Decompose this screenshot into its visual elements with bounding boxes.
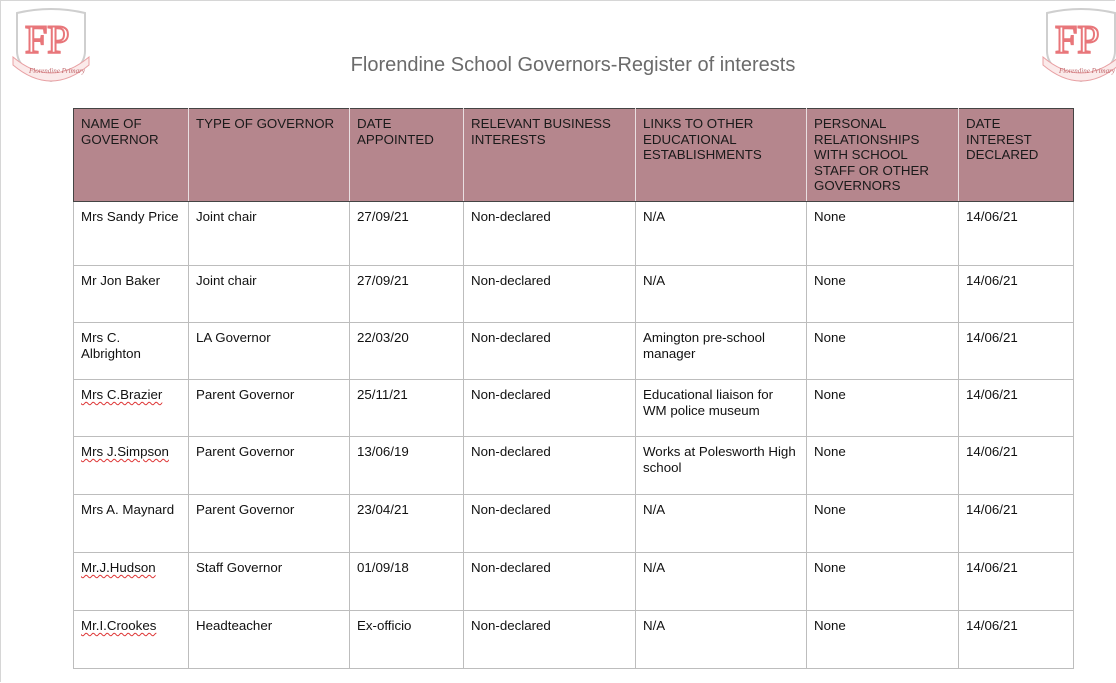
cell-date-appointed: 01/09/18 [350,553,464,611]
header-links: LINKS TO OTHER EDUCATIONAL ESTABLISHMENTS [636,109,807,202]
cell-date-declared: 14/06/21 [959,202,1074,266]
cell-type: Staff Governor [189,553,350,611]
cell-type: Parent Governor [189,437,350,495]
cell-date-appointed: 27/09/21 [350,266,464,323]
cell-business-interests: Non-declared [464,380,636,437]
svg-text:Florendine Primary: Florendine Primary [1059,67,1115,75]
cell-name-text: Mr.I.Crookes [81,618,157,633]
cell-relationships: None [807,380,959,437]
cell-links: Works at Polesworth High school [636,437,807,495]
cell-type: Headteacher [189,611,350,669]
table-row [74,266,1074,323]
register-table [73,108,1074,669]
cell-name [74,437,189,495]
cell-date-appointed: Ex-officio [350,611,464,669]
document-title: Florendine School Governors-Register of interests [350,54,796,76]
cell-name [74,553,189,611]
header-type: TYPE OF GOVERNOR [189,109,350,202]
table-row [74,495,1074,553]
cell-name-text: Mr.J.Hudson [81,560,156,575]
cell-date-declared: 14/06/21 [959,266,1074,323]
cell-date-declared: 14/06/21 [959,380,1074,437]
cell-date-appointed: 13/06/19 [350,437,464,495]
cell-links: N/A [636,611,807,669]
cell-business-interests: Non-declared [464,495,636,553]
cell-links: N/A [636,495,807,553]
cell-relationships: None [807,553,959,611]
cell-date-declared: 14/06/21 [959,611,1074,669]
cell-name: Mrs C. Albrighton [74,323,189,380]
cell-name: Mrs Sandy Price [74,202,189,266]
cell-links: N/A [636,202,807,266]
header-date-appointed: DATE APPOINTED [350,109,464,202]
cell-date-appointed: 23/04/21 [350,495,464,553]
header-business-interests: RELEVANT BUSINESS INTERESTS [464,109,636,202]
cell-business-interests: Non-declared [464,611,636,669]
cell-name [74,611,189,669]
table-row [74,380,1074,437]
svg-text:Florendine Primary: Florendine Primary [29,67,85,75]
cell-type: Parent Governor [189,380,350,437]
svg-text:FP: FP [25,17,70,62]
table-header-row [74,109,1074,202]
cell-relationships: None [807,323,959,380]
header-relationships: PERSONAL RELATIONSHIPS WITH SCHOOL STAFF OR OTHER GOVERNORS [807,109,959,202]
cell-links: N/A [636,553,807,611]
cell-relationships: None [807,437,959,495]
cell-relationships: None [807,202,959,266]
table-row [74,553,1074,611]
cell-date-appointed: 22/03/20 [350,323,464,380]
cell-date-declared: 14/06/21 [959,495,1074,553]
header-name: NAME OF GOVERNOR [74,109,189,202]
cell-name-text: Mrs J.Simpson [81,444,169,459]
cell-date-declared: 14/06/21 [959,323,1074,380]
cell-type: Joint chair [189,202,350,266]
cell-business-interests: Non-declared [464,553,636,611]
cell-date-appointed: 25/11/21 [350,380,464,437]
cell-name: Mr Jon Baker [74,266,189,323]
table-row [74,437,1074,495]
cell-date-declared: 14/06/21 [959,553,1074,611]
cell-business-interests: Non-declared [464,202,636,266]
header-date-declared: DATE INTEREST DECLARED [959,109,1074,202]
cell-links: Educational liaison for WM police museum [636,380,807,437]
cell-business-interests: Non-declared [464,266,636,323]
cell-name-text: Mrs C.Brazier [81,387,163,402]
cell-date-declared: 14/06/21 [959,437,1074,495]
cell-type: Parent Governor [189,495,350,553]
cell-relationships: None [807,495,959,553]
svg-text:FP: FP [1055,17,1100,62]
cell-relationships: None [807,611,959,669]
table-row [74,202,1074,266]
cell-links: Amington pre-school manager [636,323,807,380]
table-row [74,611,1074,669]
cell-type: Joint chair [189,266,350,323]
cell-business-interests: Non-declared [464,323,636,380]
cell-name [74,380,189,437]
table-row [74,323,1074,380]
cell-name: Mrs A. Maynard [74,495,189,553]
cell-business-interests: Non-declared [464,437,636,495]
cell-links: N/A [636,266,807,323]
cell-type: LA Governor [189,323,350,380]
cell-relationships: None [807,266,959,323]
cell-date-appointed: 27/09/21 [350,202,464,266]
